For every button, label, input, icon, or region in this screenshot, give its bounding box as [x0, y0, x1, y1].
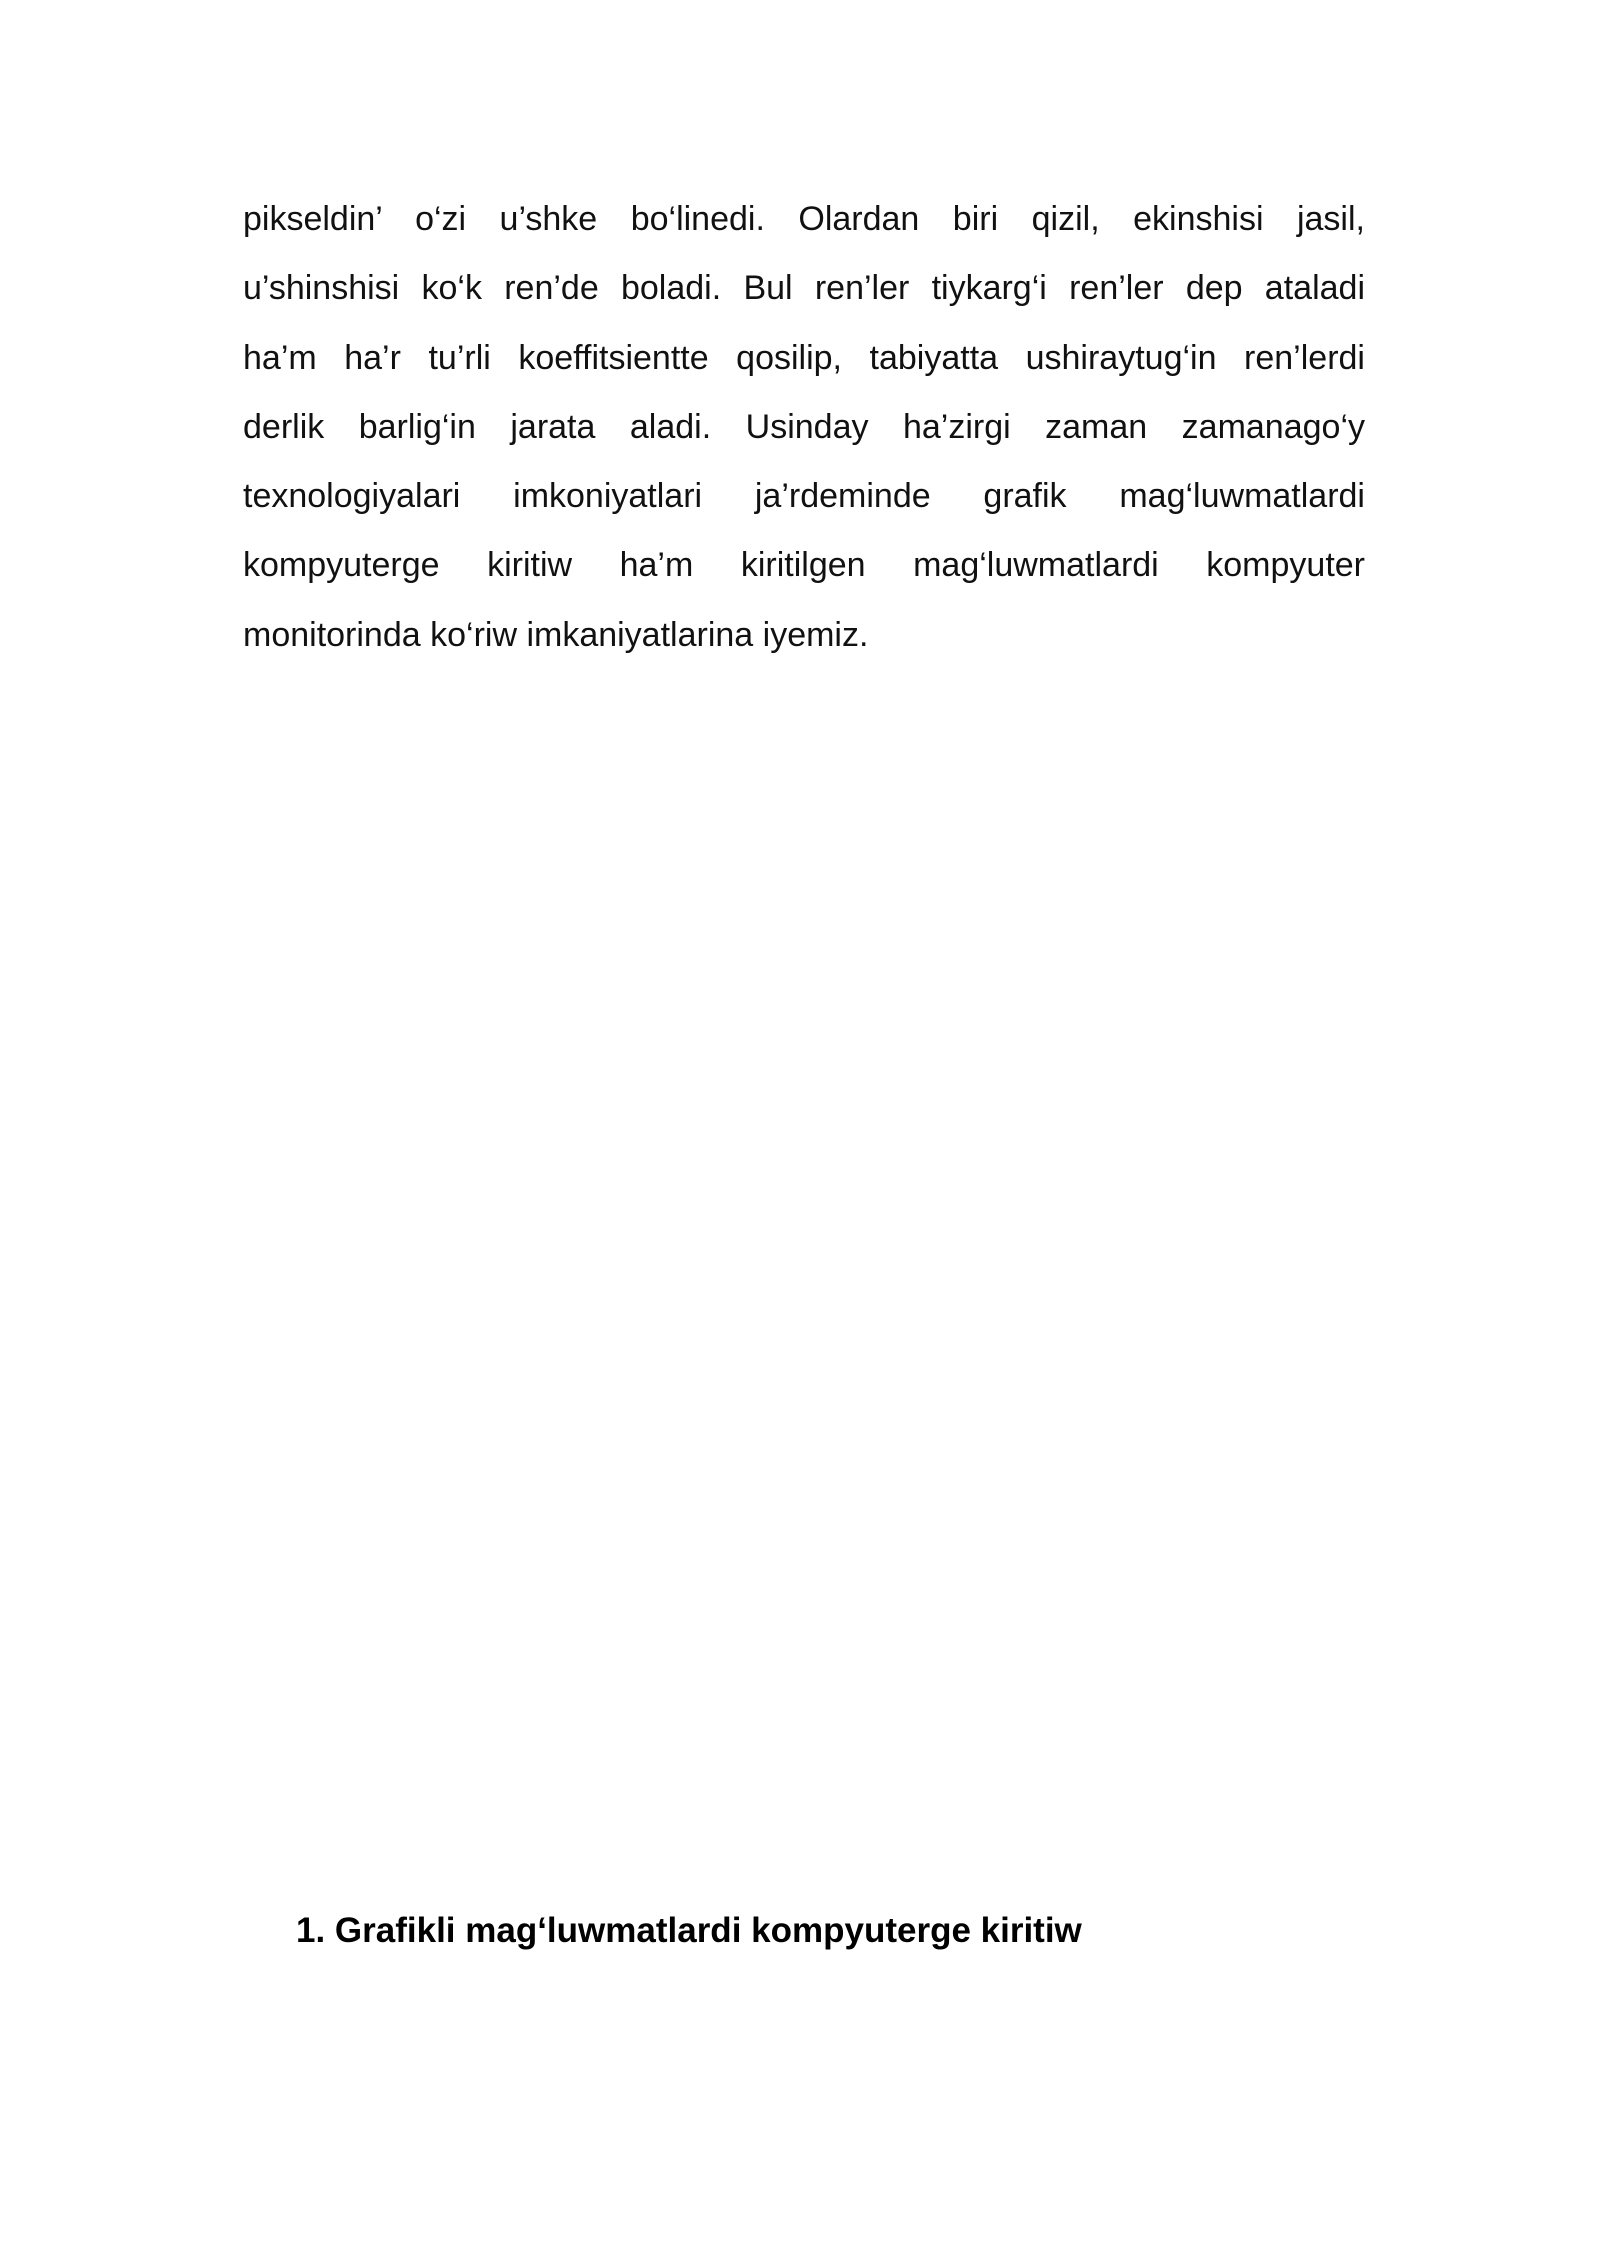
paragraph-line: ha’m ha’r tu’rli koeffitsientte qosilip, tabiyatta ushiraytug‘in ren’lerdi	[243, 338, 1365, 377]
paragraph-line: monitorinda ko‘riw imkaniyatlarina iyemiz.	[243, 615, 869, 654]
paragraph-line: texnologiyalari imkoniyatlari ja’rdeminde grafik mag‘luwmatlardi	[243, 477, 1365, 516]
paragraph-line: u’shinshisi ko‘k ren’de boladi. Bul ren’ler tiykarg‘i ren’ler dep ataladi	[243, 269, 1365, 308]
paragraph-line: pikseldin’ o‘zi u’shke bo‘linedi. Olardan biri qizil, ekinshisi jasil,	[243, 200, 1365, 238]
paragraph-line: kompyuterge kiritiw ha’m kiritilgen mag‘luwmatlardi kompyuter	[243, 546, 1365, 585]
body-paragraph	[243, 188, 1365, 673]
section-heading: 1. Grafikli mag‘luwmatlardi kompyuterge kiritiw	[296, 1911, 1082, 1950]
paragraph-line: derlik barlig‘in jarata aladi. Usinday ha’zirgi zaman zamanago‘y	[243, 407, 1365, 446]
